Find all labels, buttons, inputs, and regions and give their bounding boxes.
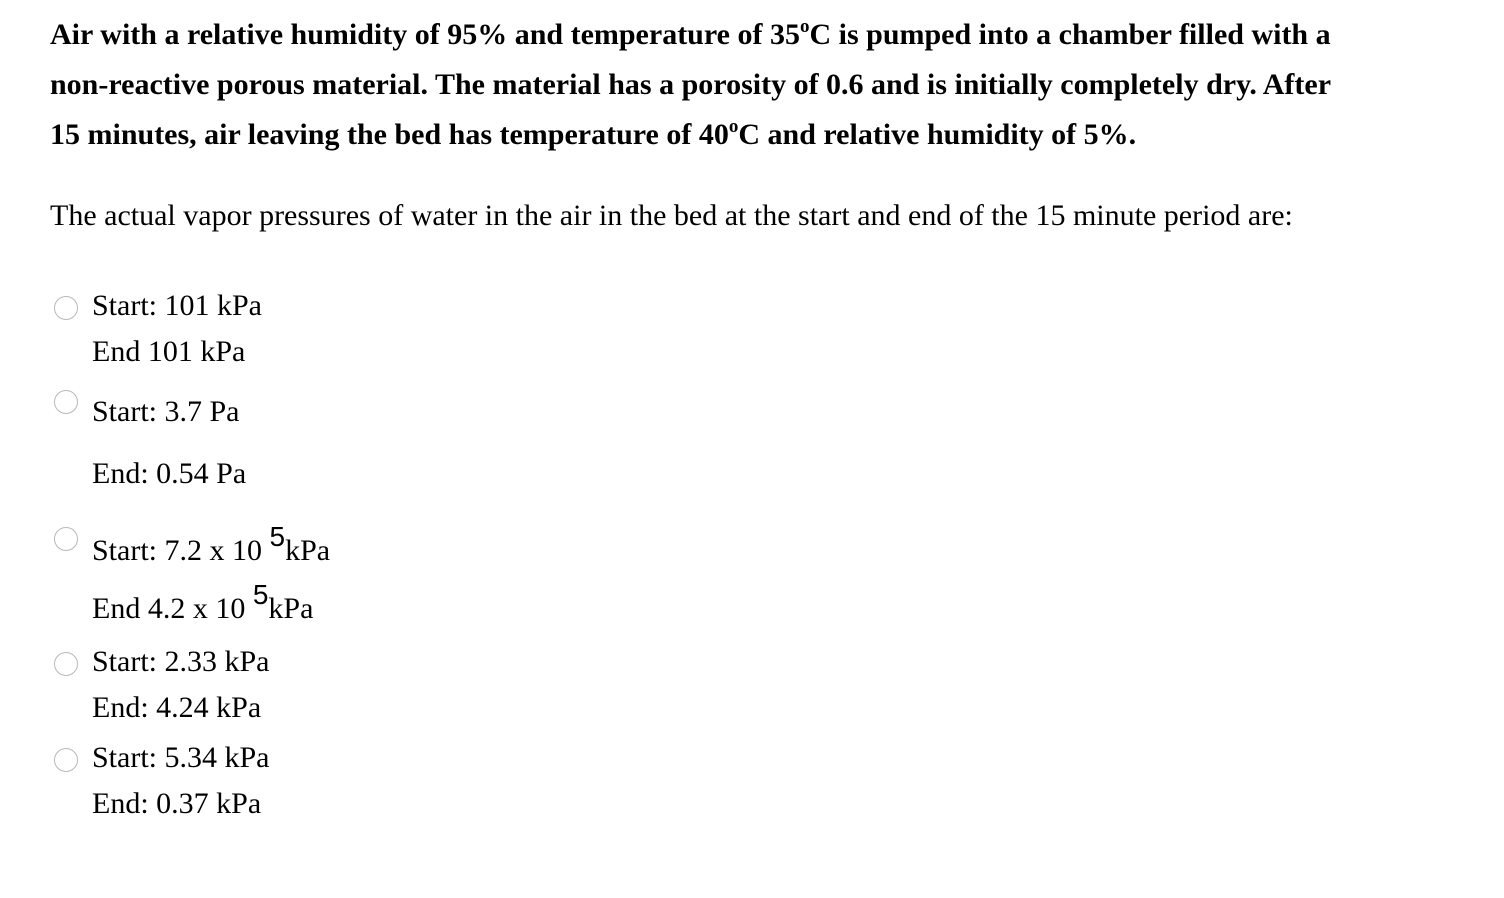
- question-line-3: [50, 112, 1470, 162]
- option-start-text: [92, 521, 331, 569]
- radio-button[interactable]: [54, 652, 78, 676]
- question-line-1-b: C is pumped into a chamber filled with a: [809, 18, 1331, 51]
- option-end-text: End: 0.37 kPa: [92, 787, 262, 820]
- option-start-mantissa: Start: 7.2 x 10: [92, 534, 270, 567]
- option-start-text: Start: 101 kPa: [92, 289, 262, 322]
- option-end-text: [92, 579, 314, 627]
- option-start-exponent: 5: [269, 521, 286, 552]
- option-start-text: Start: 5.34 kPa: [92, 741, 270, 774]
- option-end-text: End: 0.54 Pa: [92, 457, 247, 490]
- option-end-mantissa: End 4.2 x 10: [92, 592, 253, 625]
- option-start-text: Start: 3.7 Pa: [92, 395, 240, 428]
- option-start-unit: kPa: [285, 534, 331, 567]
- degree-superscript: o: [728, 116, 739, 137]
- option-end-text: End: 4.24 kPa: [92, 691, 262, 724]
- question-line-1-a: Air with a relative humidity of 95% and temperature of 35: [50, 18, 800, 51]
- radio-button[interactable]: [54, 296, 78, 320]
- option-end-unit: kPa: [268, 592, 314, 625]
- radio-button[interactable]: [54, 390, 78, 414]
- radio-button[interactable]: [54, 748, 78, 772]
- question-line-2: non-reactive porous material. The material has a porosity of 0.6 and is initially completely dry. After: [50, 68, 1332, 101]
- question-line-1: [50, 18, 1331, 51]
- option-end-text: End 101 kPa: [92, 335, 246, 368]
- degree-superscript: o: [799, 16, 810, 37]
- question-line-3-b: C and relative humidity of 5%.: [738, 118, 1137, 151]
- question-line-3-a: 15 minutes, air leaving the bed has temperature of 40: [50, 118, 729, 151]
- option-end-exponent: 5: [252, 579, 269, 610]
- option-start-text: Start: 2.33 kPa: [92, 645, 270, 678]
- radio-button[interactable]: [54, 527, 78, 551]
- question-prompt: The actual vapor pressures of water in the air in the bed at the start and end of the 15 minute period are:: [50, 199, 1293, 232]
- question-text: [50, 12, 1470, 162]
